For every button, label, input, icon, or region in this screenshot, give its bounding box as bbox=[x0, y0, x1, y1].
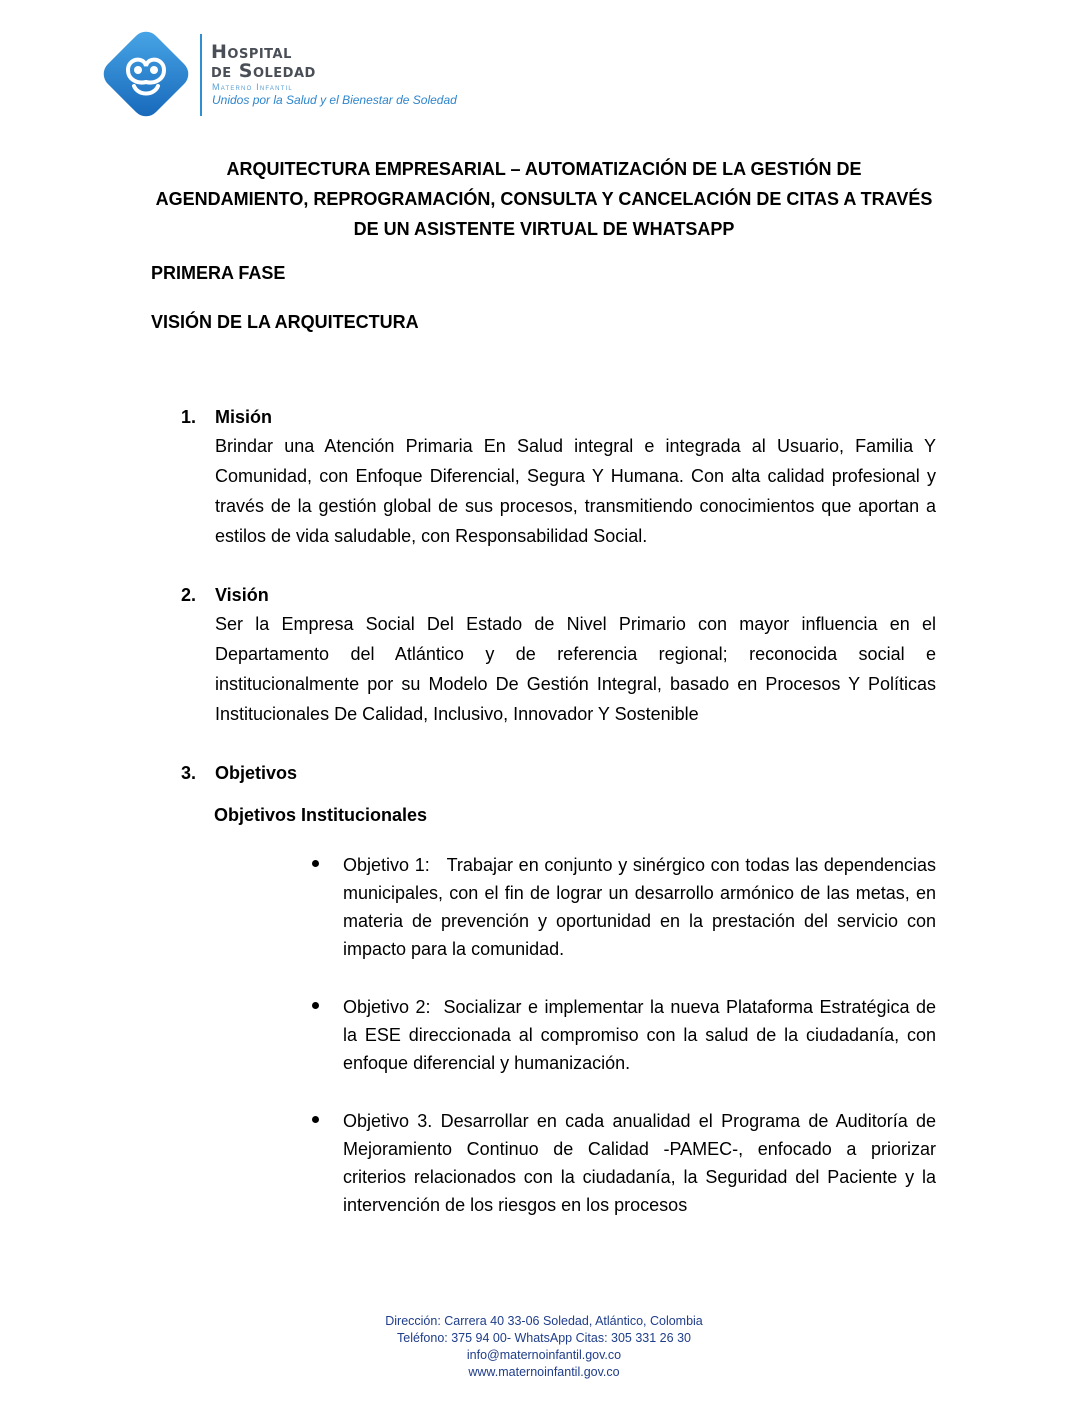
footer-website: www.maternoinfantil.gov.co bbox=[468, 1365, 620, 1379]
logo-subtitle: Materno Infantil bbox=[212, 82, 293, 92]
phase-heading: PRIMERA FASE bbox=[151, 263, 286, 283]
bullet-icon bbox=[312, 1002, 319, 1009]
title-line-2: AGENDAMIENTO, REPROGRAMACIÓN, CONSULTA Y CANCELACIÓN DE CITAS A TRAVÉS bbox=[155, 189, 933, 209]
logo-name-line2: de Soledad bbox=[211, 60, 316, 82]
logo-divider bbox=[200, 34, 202, 116]
section-heading: VISIÓN DE LA ARQUITECTURA bbox=[151, 312, 419, 332]
objetivo-item-2: Objetivo 2: Socializar e implementar la nueva Plataforma Estratégica de la ESE direccionada al compromiso con la salud de la ciudadanía, con enfoque diferencial y humanización. bbox=[343, 997, 936, 1073]
hospital-logo-icon bbox=[98, 30, 194, 118]
objetivo-item-1: Objetivo 1: Trabajar en conjunto y sinérgico con todas las dependencias municipales, con el fin de lograr un desarrollo armónico de las metas, en materia de prevención y oportunidad en la prestación del servicio con impacto para la comunidad. bbox=[343, 855, 936, 959]
section-title-mision: Misión bbox=[215, 407, 272, 427]
mision-paragraph: Brindar una Atención Primaria En Salud integral e integrada al Usuario, Familia Y Comunidad, con Enfoque Diferencial, Segura Y Humana. Con alta calidad profesional y través de la gestión global de sus procesos, transmitiendo conocimientos que aportan a estilos de vida saludable, con Responsabilidad Social. bbox=[215, 436, 936, 546]
section-number-2: 2. bbox=[181, 585, 197, 605]
logo-slogan: Unidos por la Salud y el Bienestar de Soledad bbox=[212, 93, 457, 107]
hospital-logo bbox=[98, 30, 457, 118]
footer-address: Dirección: Carrera 40 33-06 Soledad, Atlántico, Colombia bbox=[385, 1314, 703, 1328]
page-footer bbox=[0, 1313, 1088, 1381]
document-title bbox=[150, 154, 938, 244]
objetivo-item-3: Objetivo 3. Desarrollar en cada anualidad el Programa de Auditoría de Mejoramiento Continuo de Calidad -PAMEC-, enfocado a priorizar criterios relacionados con la ciudadanía, la Seguridad del Paciente y la intervención de los riesgos en los procesos bbox=[343, 1111, 936, 1215]
vision-paragraph: Ser la Empresa Social Del Estado de Nivel Primario con mayor influencia en el Departamento del Atlántico y de referencia regional; reconocida social e institucionalmente por su Modelo De Gestión Integral, basado en Procesos Y Políticas Institucionales De Calidad, Inclusivo, Innovador Y Sostenible bbox=[215, 614, 936, 724]
logo-name-line1: Hospital bbox=[211, 41, 292, 63]
section-title-vision: Visión bbox=[215, 585, 269, 605]
title-line-3: DE UN ASISTENTE VIRTUAL DE WHATSAPP bbox=[353, 219, 735, 239]
section-number-1: 1. bbox=[181, 407, 197, 427]
title-line-1: ARQUITECTURA EMPRESARIAL – AUTOMATIZACIÓN DE LA GESTIÓN DE bbox=[226, 159, 862, 179]
objetivos-subheading: Objetivos Institucionales bbox=[214, 805, 428, 825]
footer-phone: Teléfono: 375 94 00- WhatsApp Citas: 305 331 26 30 bbox=[397, 1331, 691, 1345]
footer-email: info@maternoinfantil.gov.co bbox=[466, 1348, 622, 1362]
section-title-objetivos: Objetivos bbox=[215, 763, 298, 783]
section-number-3: 3. bbox=[181, 763, 197, 783]
bullet-icon bbox=[312, 860, 319, 867]
bullet-icon bbox=[312, 1116, 319, 1123]
